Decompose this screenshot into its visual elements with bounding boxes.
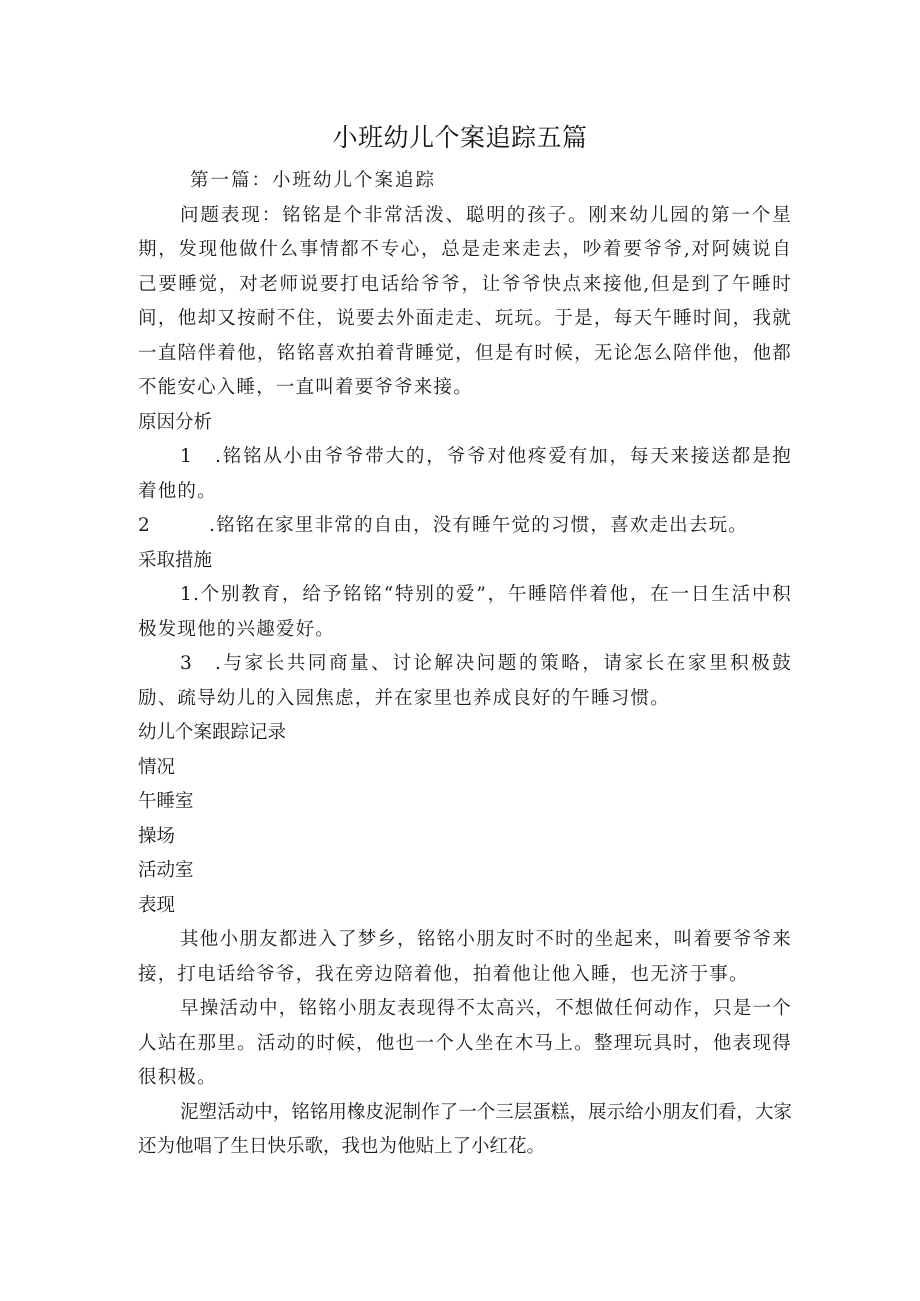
record-paragraph-3: 泥塑活动中，铭铭用橡皮泥制作了一个三层蛋糕，展示给小朋友们看，大家还为他唱了生日快乐歌，我也为他贴上了小红花。 <box>138 1101 792 1157</box>
cause-item-1-number: 1 <box>180 446 193 467</box>
cause-item-2 <box>138 509 792 544</box>
label-nap-room: 午睡室 <box>138 791 194 812</box>
problem-paragraph: 问题表现：铭铭是个非常活泼、聪明的孩子。刚来幼儿园的第一个星期，发现他做什么事情都不专心，总是走来走去，吵着要爷爷,对阿姨说自己要睡觉，对老师说要打电话给爷爷，让爷爷快点来接他,但是到了午睡时间，他却又按耐不住，说要去外面走走、玩玩。于是，每天午睡时间，我就一直陪伴着他，铭铭喜欢拍着背睡觉，但是有时候，无论怎么陪伴他，他都不能安心入睡，一直叫着要爷爷来接。 <box>138 204 792 398</box>
measure-item-3 <box>138 647 792 716</box>
label-situation: 情况 <box>138 756 176 778</box>
measure-item-1: 1.个别教育，给予铭铭“特别的爱”，午睡陪伴着他，在一日生活中积极发现他的兴趣爱好。 <box>138 584 792 640</box>
label-activity-room: 活动室 <box>138 860 194 881</box>
record-paragraph-2: 早操活动中，铭铭小朋友表现得不太高兴，不想做任何动作，只是一个人站在那里。活动的时候，他也一个人坐在木马上。整理玩具时，他表现得很积极。 <box>138 998 792 1088</box>
measure-heading: 采取措施 <box>138 549 213 571</box>
measure-item-3-text: .与家长共同商量、讨论解决问题的策略，请家长在家里积极鼓励、疏导幼儿的入园焦虑，并在家里也养成良好的午睡习惯。 <box>138 653 792 709</box>
cause-item-2-number: 2 <box>138 515 151 536</box>
cause-item-2-text: .铭铭在家里非常的自由，没有睡午觉的习惯，喜欢走出去玩。 <box>208 515 748 536</box>
record-paragraph-1: 其他小朋友都进入了梦乡，铭铭小朋友时不时的坐起来，叫着要爷爷来接，打电话给爷爷，我在旁边陪着他，拍着他让他入睡，也无济于事。 <box>138 929 792 985</box>
measure-item-3-number: 3 <box>180 653 193 674</box>
label-playground: 操场 <box>138 825 176 847</box>
cause-item-1-text: .铭铭从小由爷爷带大的，爷爷对他疼爱有加，每天来接送都是抱着他的。 <box>138 446 792 502</box>
cause-heading: 原因分析 <box>138 411 213 433</box>
document-title: 小班幼儿个案追踪五篇 <box>332 123 588 152</box>
section-subtitle: 第一篇：小班幼儿个案追踪 <box>190 170 437 191</box>
document-body <box>138 164 792 1165</box>
record-heading: 幼儿个案跟踪记录 <box>138 722 287 743</box>
cause-item-1 <box>138 440 792 509</box>
label-performance: 表现 <box>138 894 176 916</box>
